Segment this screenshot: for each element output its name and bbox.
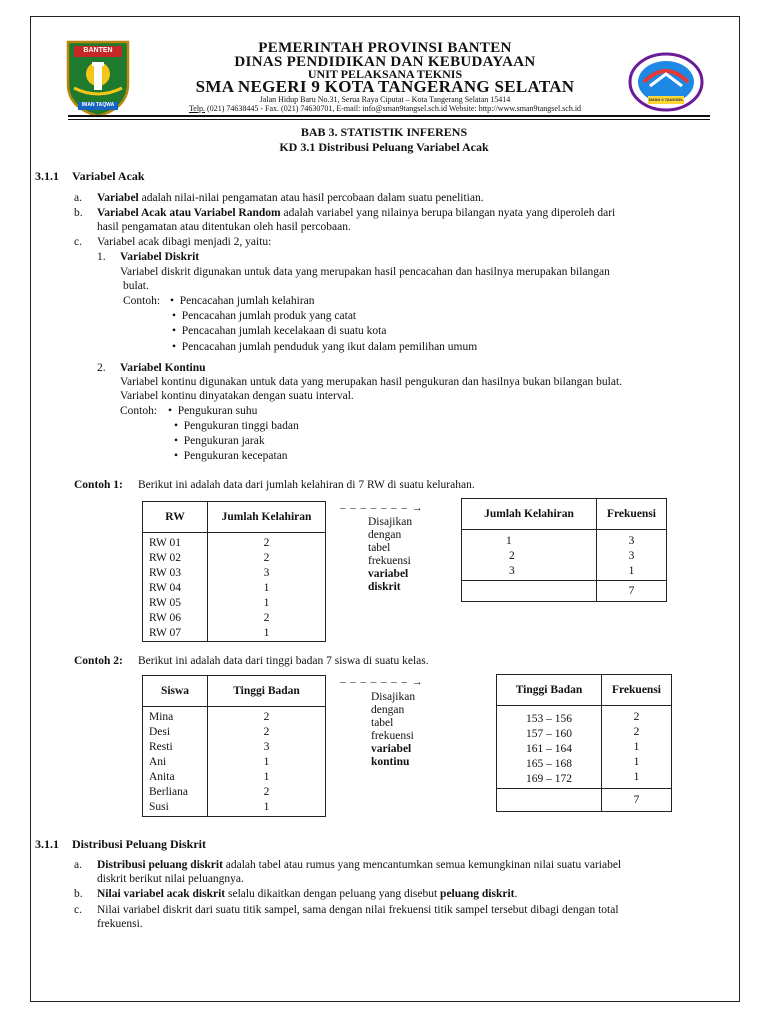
table-cell: 2 [509,550,515,562]
table-cell-values [208,707,326,817]
table-header: Tinggi Badan [497,675,602,706]
s2-item-c-marker: c. [74,904,82,916]
table-cell: 3 [263,741,270,753]
bullet-1-3: • Pencacahan jumlah kecelakaan di suatu kota [172,325,387,337]
example-1-3: Pencacahan jumlah kecelakaan di suatu kota [181,325,387,337]
table-cell: Ani [149,756,167,768]
header-rule-thin [68,119,710,120]
s2-item-a-continuation: diskrit berikut nilai peluangnya. [97,873,244,885]
table-cell-labels [143,533,208,642]
table-cell-empty [497,789,602,812]
s2-item-a-rest: adalah tabel atau rumus yang mencantumkan semua kemungkinan nilai suatu variabel [222,859,622,871]
table-cell: 2 [263,552,270,564]
item-b-rest: adalah variabel yang nilainya berupa bilangan nyata yang diperoleh dari [280,207,616,219]
header-line-3: UNIT PELAKSANA TEKNIS [307,67,463,81]
item-c-text: Variabel acak dibagi menjadi 2, yaitu: [97,236,272,248]
table-total: 7 [597,581,667,602]
table-row [143,707,326,817]
caption-line: dengan [368,529,402,541]
example-1-2: Pencacahan jumlah produk yang catat [181,310,357,322]
header-line-2: DINAS PENDIDIKAN DAN KEBUDAYAAN [234,54,536,70]
middle-caption-1 [368,516,412,594]
section-1-heading: Variabel Acak [72,169,145,183]
caption-line-bold: variabel [371,743,412,755]
table-cell: 1 [633,771,640,783]
caption-line: frekuensi [368,555,411,567]
s2-item-a-marker: a. [74,859,82,871]
table-cell: Resti [149,741,173,753]
bullet-1-4: • Pencacahan jumlah penduduk yang ikut dalam pemilihan umum [172,341,478,353]
example-1-raw-table [142,501,326,642]
table-cell: Mina [149,711,174,723]
table-header: Jumlah Kelahiran [462,499,597,530]
s2-item-b-text [97,887,517,901]
header-rule-thick [68,115,710,117]
item-b-continuation: hasil pengamatan atau ditentukan oleh hasil percobaan. [97,221,351,233]
table-cell: 2 [263,726,270,738]
table-cell: 2 [263,711,270,723]
table-cell-values [597,530,667,581]
table-cell: 1 [263,771,270,783]
sub-item-2-desc-cont: Variabel kontinu dinyatakan dengan suatu interval. [120,390,354,402]
sub-item-2-marker: 2. [97,362,106,374]
table-cell: 153 – 156 [526,713,572,725]
contoh-label-1: Contoh: [123,295,161,307]
table-cell: RW 03 [149,567,182,579]
header-contact-prefix: Telp. [188,104,206,113]
bullet-2-2: • Pengukuran tinggi badan [174,420,299,432]
banten-logo [64,38,132,118]
table-cell-labels [462,530,597,581]
header-address: Jalan Hidup Baru No.31, Serua Raya Ciputat – Kota Tangerang Selatan 15414 [259,95,511,104]
table-header: Jumlah Kelahiran [208,502,326,533]
table-cell: 3 [263,567,270,579]
table-cell-labels [143,707,208,817]
s2-item-b-bold: Nilai variabel acak diskrit [97,888,226,900]
caption-line-bold: variabel [368,568,409,580]
example-1-frequency-table [461,498,667,602]
caption-line: Disajikan [368,516,413,528]
table-cell: 2 [263,537,270,549]
school-logo [628,52,704,112]
example-2-2: Pengukuran tinggi badan [183,420,299,432]
s2-item-c-text: Nilai variabel diskrit dari suatu titik sampel, sama dengan nilai frekuensi titik sampel tersebut dibagi dengan total [97,904,619,916]
table-header: Tinggi Badan [208,676,326,707]
table-cell: 1 [263,801,270,813]
table-cell-empty [462,581,597,602]
table-cell: 3 [509,565,515,577]
table-cell: Susi [149,801,169,813]
school-logo-text: SMAN 9 TANGSEL [648,97,684,102]
table-cell: 2 [263,786,270,798]
table-cell: RW 02 [149,552,182,564]
example-1-4: Pencacahan jumlah penduduk yang ikut dalam pemilihan umum [181,341,478,353]
table-total-row [497,789,672,812]
table-header: RW [143,502,208,533]
table-cell: 1 [263,582,270,594]
header-contact-details: (021) 74638445 - Fax. (021) 74630701, E-mail: info@sman9tangsel.sch.id Website: http://www.sman9tangsel.sch.id [205,104,582,113]
table-total: 7 [602,789,672,812]
section-2-number: 3.1.1 [35,837,59,851]
table-cell: 1 [633,756,640,768]
table-cell: RW 07 [149,627,182,639]
header-contact [140,104,630,113]
header-line-4: SMA NEGERI 9 KOTA TANGERANG SELATAN [195,77,575,96]
table-cell-values [602,706,672,789]
sub-item-1-desc: Variabel diskrit digunakan untuk data yang merupakan hasil pencacahan dan hasilnya merupakan bilangan [120,266,610,278]
table-cell: 1 [506,535,512,547]
bullet-1-2: • Pencacahan jumlah produk yang catat [172,310,357,322]
item-b-bold: Variabel Acak atau Variabel Random [97,207,281,219]
table-row [143,533,326,642]
contoh-label-2: Contoh: [120,405,158,417]
example-2-3: Pengukuran jarak [183,435,265,447]
table-header: Siswa [143,676,208,707]
kd-title: KD 3.1 Distribusi Peluang Variabel Acak [279,140,489,154]
item-a-marker: a. [74,192,82,204]
example-1-label: Contoh 1: [74,479,123,491]
banten-logo-text-bottom: IMAN TAQWA [81,102,115,108]
table-cell: 3 [628,550,635,562]
table-header: Frekuensi [597,499,667,530]
s2-item-c-continuation: frekuensi. [97,918,143,930]
example-2-raw-table [142,675,326,817]
middle-caption-2 [371,691,415,769]
table-cell: 2 [633,711,640,723]
table-header-row [143,502,326,533]
table-cell: RW 05 [149,597,182,609]
banten-logo-text-top: BANTEN [83,47,113,54]
header-line-1: PEMERINTAH PROVINSI BANTEN [258,40,512,56]
table-row [462,530,667,581]
table-cell: 2 [633,726,640,738]
chapter-title: BAB 3. STATISTIK INFERENS [300,125,468,139]
table-total-row [462,581,667,602]
example-2-4: Pengukuran kecepatan [183,450,288,462]
table-header-row [143,676,326,707]
example-2-text: Berikut ini adalah data dari tinggi badan 7 siswa di suatu kelas. [138,655,429,667]
caption-line: Disajikan [371,691,416,703]
table-cell: 1 [628,565,635,577]
table-cell: RW 04 [149,582,182,594]
s2-item-b-rest: selalu dikaitkan dengan peluang yang disebut [225,888,441,900]
table-cell: 1 [263,756,270,768]
table-cell: Anita [149,771,175,783]
s2-item-a-bold: Distribusi peluang diskrit [97,859,223,871]
table-cell: 1 [263,627,270,639]
table-cell: 2 [263,612,270,624]
bullet-2-3: • Pengukuran jarak [174,435,265,447]
table-header-row [462,499,667,530]
table-cell: 165 – 168 [526,758,572,770]
sub-item-1-desc-cont: bulat. [123,280,149,292]
caption-line: frekuensi [371,730,414,742]
example-2-frequency-table [496,674,672,812]
arrow-1: – – – – – – – → [340,502,424,514]
caption-line: tabel [371,717,394,729]
table-cell: RW 01 [149,537,182,549]
table-cell: Berliana [149,786,188,798]
table-header-row [497,675,672,706]
table-cell: 1 [633,741,640,753]
table-cell-values [208,533,326,642]
bullet-2-4: • Pengukuran kecepatan [174,450,288,462]
caption-line-bold: diskrit [368,581,401,593]
table-cell: Desi [149,726,171,738]
item-a-rest: adalah nilai-nilai pengamatan atau hasil percobaan dalam suatu penelitian. [138,192,484,204]
s2-item-b-end: . [514,888,518,900]
table-header: Frekuensi [602,675,672,706]
table-row [497,706,672,789]
sub-item-1-title: Variabel Diskrit [120,251,200,263]
table-cell: 1 [263,597,270,609]
example-1-text: Berikut ini adalah data dari jumlah kelahiran di 7 RW di suatu kelurahan. [138,479,475,491]
table-cell: RW 06 [149,612,182,624]
table-cell: 161 – 164 [526,743,572,755]
example-2-1: Pengukuran suhu [177,405,258,417]
table-cell: 169 – 172 [526,773,572,785]
sub-item-1-marker: 1. [97,251,106,263]
item-b-text [97,206,615,220]
table-cell: 157 – 160 [526,728,572,740]
section-1-number: 3.1.1 [35,169,59,183]
caption-line-bold: kontinu [371,756,410,768]
s2-item-b-marker: b. [74,888,83,900]
s2-item-a-text [97,858,621,872]
bullet-2-1: • Pengukuran suhu [168,405,258,417]
caption-line: tabel [368,542,391,554]
item-a-bold: Variabel [97,192,139,204]
table-cell: 3 [628,535,635,547]
item-b-marker: b. [74,207,83,219]
example-1-1: Pencacahan jumlah kelahiran [179,295,315,307]
bullet-1-1: • Pencacahan jumlah kelahiran [170,295,315,307]
arrow-2: – – – – – – – → [340,676,424,688]
caption-line: dengan [371,704,405,716]
item-a-text [97,191,484,205]
section-2-heading: Distribusi Peluang Diskrit [72,837,207,851]
example-2-label: Contoh 2: [74,655,123,667]
table-cell-labels [497,706,602,789]
item-c-marker: c. [74,236,82,248]
sub-item-2-title: Variabel Kontinu [120,362,206,374]
s2-item-b-bold2: peluang diskrit [440,888,515,900]
sub-item-2-desc: Variabel kontinu digunakan untuk data yang merupakan hasil pengukuran dan hasilnya bukan bilangan bulat. [120,376,623,388]
